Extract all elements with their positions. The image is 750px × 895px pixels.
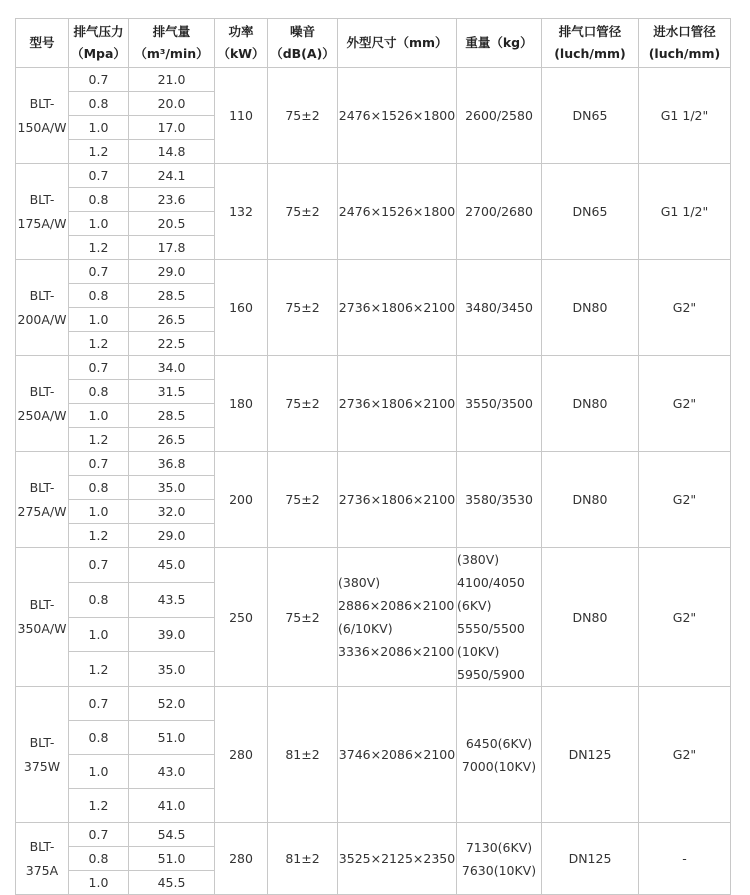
flow-cell: 35.0 (129, 476, 215, 500)
spec-row (16, 687, 731, 721)
pressure-cell: 0.8 (69, 476, 129, 500)
pressure-cell: 1.2 (69, 789, 129, 823)
dims-cell: 2736×1806×2100 (338, 452, 457, 548)
pressure-cell: 1.0 (69, 116, 129, 140)
dims-cell: 2476×1526×1800 (338, 68, 457, 164)
outlet-cell: DN65 (542, 68, 639, 164)
pressure-cell: 0.7 (69, 823, 129, 847)
flow-cell: 32.0 (129, 500, 215, 524)
dims-cell: 2736×1806×2100 (338, 356, 457, 452)
noise-cell: 75±2 (268, 260, 338, 356)
power-cell: 280 (215, 687, 268, 823)
dims-cell: 3525×2125×2350 (338, 823, 457, 895)
weight-cell: 6450(6KV) 7000(10KV) (457, 687, 542, 823)
outlet-cell: DN125 (542, 823, 639, 895)
spec-row (16, 164, 731, 188)
pressure-cell: 0.8 (69, 380, 129, 404)
power-cell: 180 (215, 356, 268, 452)
flow-cell: 20.5 (129, 212, 215, 236)
spec-table (15, 18, 731, 895)
spec-body (16, 68, 731, 895)
flow-cell: 41.0 (129, 789, 215, 823)
header-flow: 排气量 （m³/min） (129, 19, 215, 68)
flow-cell: 51.0 (129, 847, 215, 871)
outlet-cell: DN125 (542, 687, 639, 823)
flow-cell: 28.5 (129, 404, 215, 428)
flow-cell: 17.8 (129, 236, 215, 260)
noise-cell: 75±2 (268, 164, 338, 260)
flow-cell: 23.6 (129, 188, 215, 212)
pressure-cell: 1.2 (69, 524, 129, 548)
model-cell: BLT- 375W (16, 687, 69, 823)
noise-cell: 75±2 (268, 452, 338, 548)
flow-cell: 43.5 (129, 582, 215, 617)
pressure-cell: 0.7 (69, 164, 129, 188)
pressure-cell: 0.8 (69, 721, 129, 755)
pressure-cell: 0.7 (69, 68, 129, 92)
flow-cell: 39.0 (129, 617, 215, 652)
flow-cell: 22.5 (129, 332, 215, 356)
spec-row (16, 452, 731, 476)
weight-cell: 2700/2680 (457, 164, 542, 260)
flow-cell: 34.0 (129, 356, 215, 380)
header-model: 型号 (16, 19, 69, 68)
spec-row (16, 260, 731, 284)
outlet-cell: DN80 (542, 548, 639, 687)
flow-cell: 26.5 (129, 308, 215, 332)
inlet-cell: G2" (639, 356, 731, 452)
pressure-cell: 0.8 (69, 284, 129, 308)
model-cell: BLT- 200A/W (16, 260, 69, 356)
flow-cell: 35.0 (129, 652, 215, 687)
noise-cell: 81±2 (268, 823, 338, 895)
inlet-cell: - (639, 823, 731, 895)
pressure-cell: 0.7 (69, 687, 129, 721)
model-cell: BLT- 350A/W (16, 548, 69, 687)
flow-cell: 45.0 (129, 548, 215, 583)
flow-cell: 17.0 (129, 116, 215, 140)
dims-cell: 2736×1806×2100 (338, 260, 457, 356)
inlet-cell: G1 1/2" (639, 68, 731, 164)
weight-cell: 7130(6KV) 7630(10KV) (457, 823, 542, 895)
pressure-cell: 1.2 (69, 140, 129, 164)
spec-row (16, 823, 731, 847)
pressure-cell: 0.8 (69, 188, 129, 212)
model-cell: BLT- 150A/W (16, 68, 69, 164)
flow-cell: 14.8 (129, 140, 215, 164)
power-cell: 160 (215, 260, 268, 356)
power-cell: 200 (215, 452, 268, 548)
pressure-cell: 0.7 (69, 260, 129, 284)
pressure-cell: 0.7 (69, 356, 129, 380)
dims-cell: 3746×2086×2100 (338, 687, 457, 823)
flow-cell: 26.5 (129, 428, 215, 452)
flow-cell: 31.5 (129, 380, 215, 404)
header-power: 功率 （kW） (215, 19, 268, 68)
noise-cell: 81±2 (268, 687, 338, 823)
inlet-cell: G1 1/2" (639, 164, 731, 260)
noise-cell: 75±2 (268, 548, 338, 687)
pressure-cell: 1.0 (69, 308, 129, 332)
pressure-cell: 1.0 (69, 500, 129, 524)
flow-cell: 45.5 (129, 871, 215, 895)
pressure-cell: 1.2 (69, 428, 129, 452)
flow-cell: 24.1 (129, 164, 215, 188)
outlet-cell: DN65 (542, 164, 639, 260)
header-inlet: 进水口管径 (luch/mm) (639, 19, 731, 68)
weight-cell: 3580/3530 (457, 452, 542, 548)
power-cell: 110 (215, 68, 268, 164)
pressure-cell: 0.8 (69, 92, 129, 116)
flow-cell: 29.0 (129, 260, 215, 284)
pressure-cell: 0.8 (69, 582, 129, 617)
model-cell: BLT- 250A/W (16, 356, 69, 452)
model-cell: BLT- 175A/W (16, 164, 69, 260)
flow-cell: 36.8 (129, 452, 215, 476)
pressure-cell: 1.0 (69, 871, 129, 895)
inlet-cell: G2" (639, 687, 731, 823)
inlet-cell: G2" (639, 452, 731, 548)
flow-cell: 29.0 (129, 524, 215, 548)
outlet-cell: DN80 (542, 356, 639, 452)
power-cell: 132 (215, 164, 268, 260)
weight-cell: 2600/2580 (457, 68, 542, 164)
flow-cell: 28.5 (129, 284, 215, 308)
flow-cell: 54.5 (129, 823, 215, 847)
outlet-cell: DN80 (542, 260, 639, 356)
weight-cell: (380V) 4100/4050 (6KV) 5550/5500 (10KV) 5950/5900 (457, 548, 542, 687)
weight-cell: 3550/3500 (457, 356, 542, 452)
weight-cell: 3480/3450 (457, 260, 542, 356)
model-cell: BLT- 375A (16, 823, 69, 895)
pressure-cell: 0.7 (69, 548, 129, 583)
spec-row (16, 68, 731, 92)
header-pressure: 排气压力 （Mpa） (69, 19, 129, 68)
outlet-cell: DN80 (542, 452, 639, 548)
spec-row (16, 548, 731, 583)
flow-cell: 51.0 (129, 721, 215, 755)
header-noise: 噪音 （dB(A)） (268, 19, 338, 68)
dims-cell: 2476×1526×1800 (338, 164, 457, 260)
noise-cell: 75±2 (268, 356, 338, 452)
pressure-cell: 0.8 (69, 847, 129, 871)
flow-cell: 20.0 (129, 92, 215, 116)
noise-cell: 75±2 (268, 68, 338, 164)
pressure-cell: 1.2 (69, 332, 129, 356)
dims-cell: (380V) 2886×2086×2100 (6/10KV) 3336×2086×2100 (338, 548, 457, 687)
flow-cell: 21.0 (129, 68, 215, 92)
flow-cell: 52.0 (129, 687, 215, 721)
flow-cell: 43.0 (129, 755, 215, 789)
pressure-cell: 1.2 (69, 236, 129, 260)
spec-row (16, 356, 731, 380)
power-cell: 280 (215, 823, 268, 895)
pressure-cell: 1.2 (69, 652, 129, 687)
pressure-cell: 1.0 (69, 404, 129, 428)
header-outlet: 排气口管径 (luch/mm) (542, 19, 639, 68)
pressure-cell: 1.0 (69, 617, 129, 652)
model-cell: BLT- 275A/W (16, 452, 69, 548)
power-cell: 250 (215, 548, 268, 687)
inlet-cell: G2" (639, 260, 731, 356)
inlet-cell: G2" (639, 548, 731, 687)
header-dims: 外型尺寸（mm） (338, 19, 457, 68)
pressure-cell: 1.0 (69, 755, 129, 789)
pressure-cell: 0.7 (69, 452, 129, 476)
header-weight: 重量（kg） (457, 19, 542, 68)
pressure-cell: 1.0 (69, 212, 129, 236)
